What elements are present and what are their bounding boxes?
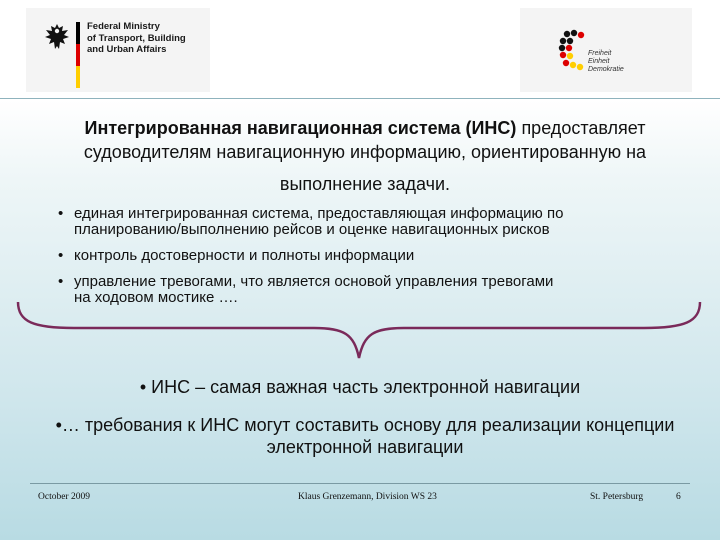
intro-line-3: выполнение задачи.: [279, 174, 451, 194]
intro-line-2: судоводителям навигационную информацию, ориентированную на: [83, 142, 647, 162]
conclusion-item-2-line-2: электронной навигации: [266, 437, 464, 457]
logo-text-line-3: Demokratie: [588, 66, 624, 73]
footer-author: Klaus Grenzemann, Division WS 23: [298, 492, 437, 502]
logo-text-line-2: Einheit: [588, 58, 610, 65]
bullet-marker: •: [58, 205, 64, 222]
footer-date: October 2009: [38, 492, 90, 502]
header-divider: [0, 98, 720, 99]
ins-term: Интегрированная навигационная система (ИНС): [84, 118, 517, 138]
ministry-line-3: and Urban Affairs: [87, 44, 167, 55]
intro-paragraph: [40, 116, 690, 164]
ministry-line-2: of Transport, Building: [87, 32, 186, 44]
list-item-line: на ходовом мостике ….: [74, 289, 238, 306]
federal-eagle-icon: [44, 22, 70, 54]
intro-line-1-rest: предоставляет: [516, 118, 646, 138]
logo-text-line-1: Freiheit: [588, 50, 612, 57]
footer-divider: [30, 483, 690, 484]
list-item-line: единая интегрированная система, предоставляющая информацию по: [74, 205, 564, 222]
conclusion-item-1: • ИНС – самая важная часть электронной навигации: [139, 377, 581, 397]
list-item-line: управление тревогами, что является основой управления тревогами: [74, 273, 554, 290]
list-item: [56, 248, 696, 264]
list-item-line: контроль достоверности и полноты информации: [74, 247, 415, 264]
bullet-marker: •: [58, 273, 64, 290]
slide-header: [0, 0, 720, 98]
list-item-line: планированию/выполнению рейсов и оценке навигационных рисков: [74, 221, 550, 238]
conclusion-item-2: [20, 414, 710, 458]
ministry-name: [87, 21, 207, 56]
page-number: 6: [676, 492, 681, 502]
conclusion-item-2-line-1: •… требования к ИНС могут составить основу для реализации концепции: [55, 415, 675, 435]
bullet-marker: •: [58, 247, 64, 264]
list-item: [56, 206, 696, 238]
footer-city: St. Petersburg: [590, 492, 644, 502]
german-flag-stripe: [76, 22, 80, 88]
intro-line-1: [40, 116, 690, 140]
ministry-line-1: Federal Ministry: [87, 21, 160, 32]
curly-brace-icon: [14, 300, 704, 364]
presidency-logo-text: [588, 50, 648, 74]
